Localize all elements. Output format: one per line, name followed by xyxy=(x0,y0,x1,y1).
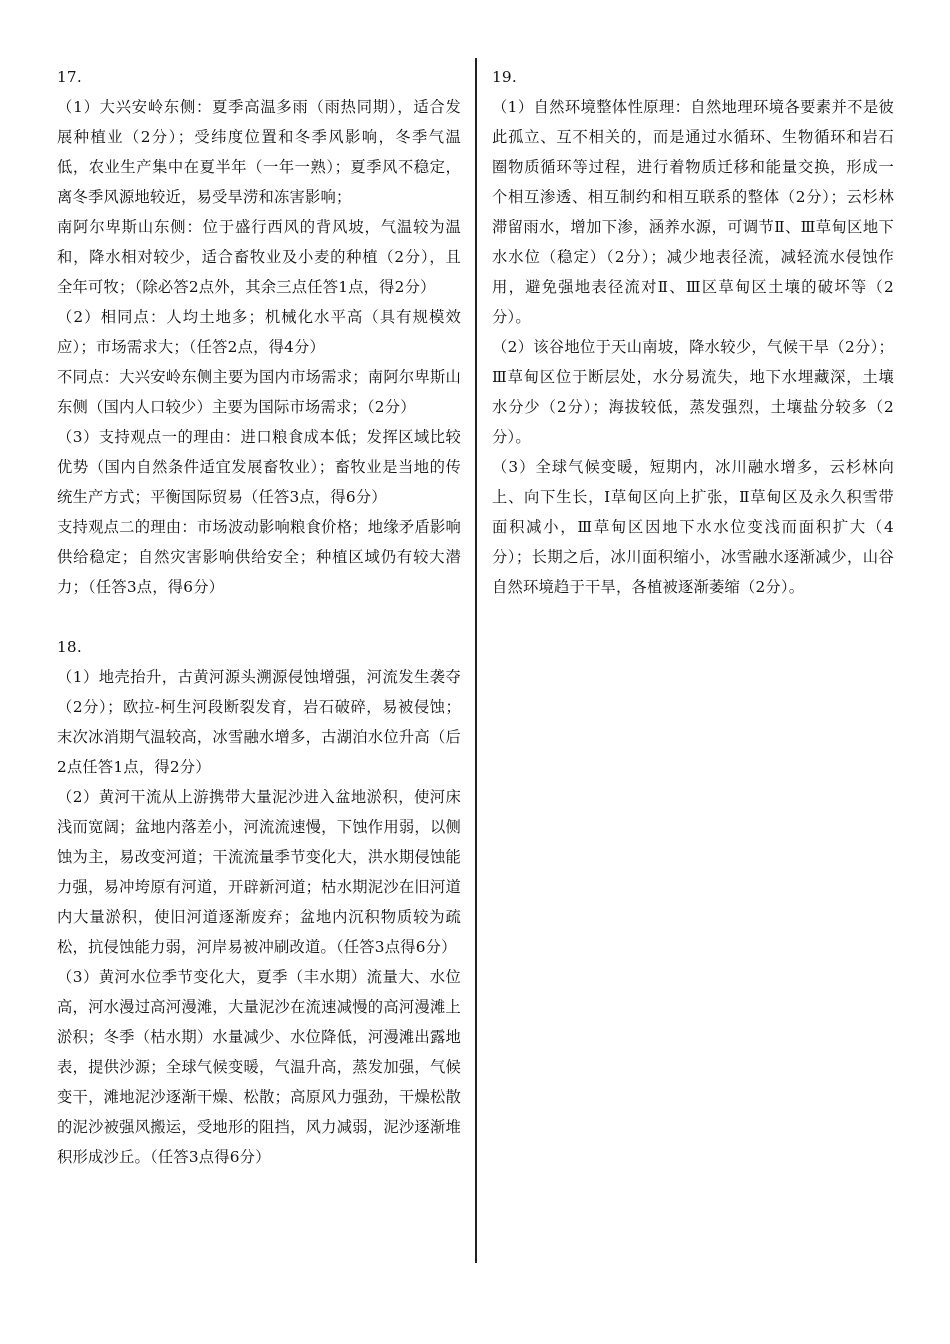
q17-part1-second-answer: 南阿尔卑斯山东侧：位于盛行西风的背风坡，气温较为温和，降水相对较少，适合畜牧业及小麦的种植（2分），且全年可牧；（除必答2点外，其余三点任答1点，得2分） xyxy=(57,218,461,296)
question-spacer xyxy=(57,602,461,632)
question-17-number: 17. xyxy=(57,68,82,86)
q19-part1-answer: （1）自然环境整体性原理：自然地理环境各要素并不是彼此孤立、互不相关的，而是通过水循环、生物循环和岩石圈物质循环等过程，进行着物质迁移和能量交换，形成一个相互渗透、相互制约和相互联系的整体（2分）；云杉林滞留雨水，增加下渗，涵养水源，可调节Ⅱ、Ⅲ草甸区地下水水位（稳定）（2分）；减少地表径流，减轻流水侵蚀作用，避免强地表径流对Ⅱ、Ⅲ区草甸区土壤的破坏等（2分）。 xyxy=(492,98,894,326)
right-column xyxy=(492,62,894,602)
column-divider xyxy=(475,58,477,1263)
q18-part1-answer: （1）地壳抬升，古黄河源头溯源侵蚀增强，河流发生袭夺（2分）；欧拉-柯生河段断裂发育，岩石破碎，易被侵蚀；末次冰消期气温较高，冰雪融水增多，古湖泊水位升高（后2点任答1点，得2分） xyxy=(57,668,461,776)
q17-part3-view-two: 支持观点二的理由：市场波动影响粮食价格；地缘矛盾影响供给稳定；自然灾害影响供给安全；种植区域仍有较大潜力；（任答3点，得6分） xyxy=(57,518,461,596)
left-column xyxy=(57,62,461,1172)
q18-part3-answer: （3）黄河水位季节变化大，夏季（丰水期）流量大、水位高，河水漫过高河漫滩，大量泥沙在流速减慢的高河漫滩上淤积；冬季（枯水期）水量减少、水位降低，河漫滩出露地表，提供沙源；全球气候变暖，气温升高，蒸发加强，气候变干，滩地泥沙逐渐干燥、松散；高原风力强劲，干燥松散的泥沙被强风搬运，受地形的阻挡，风力减弱，泥沙逐渐堆积形成沙丘。（任答3点得6分） xyxy=(57,968,461,1166)
q18-part2-answer: （2）黄河干流从上游携带大量泥沙进入盆地淤积，使河床浅而宽阔；盆地内落差小，河流流速慢，下蚀作用弱，以侧蚀为主，易改变河道；干流流量季节变化大，洪水期侵蚀能力强，易冲垮原有河道，开辟新河道；枯水期泥沙在旧河道内大量淤积，使旧河道逐渐废弃；盆地内沉积物质较为疏松，抗侵蚀能力弱，河岸易被冲刷改道。（任答3点得6分） xyxy=(57,788,461,956)
q17-part3-view-one: （3）支持观点一的理由：进口粮食成本低；发挥区域比较优势（国内自然条件适宜发展畜牧业）；畜牧业是当地的传统生产方式；平衡国际贸易（任答3点，得6分） xyxy=(57,428,461,506)
question-19-number: 19. xyxy=(492,68,517,86)
question-18-number: 18. xyxy=(57,638,82,656)
q17-part2-differences: 不同点：大兴安岭东侧主要为国内市场需求；南阿尔卑斯山东侧（国内人口较少）主要为国际市场需求；（2分） xyxy=(57,368,461,416)
q19-part3-answer: （3）全球气候变暖，短期内，冰川融水增多，云杉林向上、向下生长，Ⅰ草甸区向上扩张，Ⅱ草甸区及永久积雪带面积减小，Ⅲ草甸区因地下水水位变浅而面积扩大（4分）；长期之后，冰川面积缩小，冰雪融水逐渐减少，山谷自然环境趋于干旱，各植被逐渐萎缩（2分）。 xyxy=(492,458,894,596)
q17-part2-similarities: （2）相同点：人均土地多；机械化水平高（具有规模效应）；市场需求大；（任答2点，得4分） xyxy=(57,308,461,356)
q19-part2-answer: （2）该谷地位于天山南坡，降水较少，气候干旱（2分）；Ⅲ草甸区位于断层处，水分易流失，地下水埋藏深，土壤水分少（2分）；海拔较低，蒸发强烈，土壤盐分较多（2分）。 xyxy=(492,338,894,446)
q17-part1-answer: （1）大兴安岭东侧：夏季高温多雨（雨热同期），适合发展种植业（2分）；受纬度位置和冬季风影响，冬季气温低，农业生产集中在夏半年（一年一熟）；夏季风不稳定，离冬季风源地较近，易受旱涝和冻害影响； xyxy=(57,98,461,206)
